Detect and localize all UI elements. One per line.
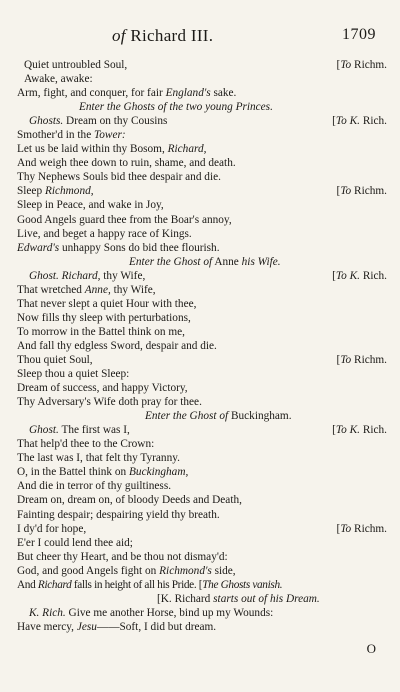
verse-text: thy Wife, xyxy=(110,283,156,296)
text-line xyxy=(17,72,387,86)
verse-text: thy Wife, xyxy=(100,269,146,282)
verse-text: Sleep xyxy=(17,185,45,198)
stage-direction-text: his Wife. xyxy=(241,255,281,268)
verse-text: And weigh thee down to ruin, shame, and death. xyxy=(17,157,236,170)
verse-text: The last was I, that felt thy Tyranny. xyxy=(17,452,180,465)
speaker-name: Ghost. xyxy=(29,424,59,437)
stage-direction: [To K. Rich. xyxy=(332,424,387,437)
verse-text: Sleep in Peace, and wake in Joy, xyxy=(17,199,164,212)
text-line xyxy=(17,479,387,493)
verse-text: To morrow in the Battel think on me, xyxy=(17,325,186,338)
verse-text: That help'd thee to the Crown: xyxy=(17,438,155,451)
verse-text-italic: England's xyxy=(165,87,211,100)
verse-text: And die in terror of thy guiltiness. xyxy=(17,480,172,493)
verse-text-italic: Richard, xyxy=(58,269,101,282)
text-line xyxy=(17,465,387,479)
text-line xyxy=(17,213,387,227)
text-line xyxy=(17,606,387,620)
verse-text: Thy Adversary's Wife doth pray for thee. xyxy=(17,396,202,409)
verse-text: Sleep thou a quiet Sleep: xyxy=(17,368,130,381)
verse-text-italic: Edward's xyxy=(17,241,60,254)
verse-text-italic: Richmond, xyxy=(44,185,94,198)
verse-text: Smother'd in the xyxy=(17,129,95,142)
verse-text: That never slept a quiet Hour with thee, xyxy=(17,297,197,310)
verse-text: And fall thy edgless Sword, despair and die. xyxy=(17,339,217,352)
text-line xyxy=(17,522,387,536)
verse-text: Fainting despair; despairing yield thy breath. xyxy=(17,508,220,521)
verse-text: The first was I, xyxy=(58,424,130,437)
stage-direction: [To Richm. xyxy=(336,185,387,198)
verse-text-italic: Tower: xyxy=(94,129,126,142)
page-number: 1709 xyxy=(342,26,376,43)
verse-text: Let us be laid within thy Bosom, xyxy=(17,143,168,156)
verse-text-italic: Buckingham, xyxy=(129,466,189,479)
verse-text-italic: Jesu xyxy=(76,620,97,633)
stage-direction xyxy=(17,592,387,606)
text-line xyxy=(17,241,387,255)
stage-direction-text: starts out of his Dream. xyxy=(213,592,320,605)
verse-text: God, and good Angels fight on xyxy=(17,564,160,577)
stage-direction-text: Enter the Ghosts of the two young Princes. xyxy=(79,101,273,114)
verse-text: E'er I could lend thee aid; xyxy=(17,536,133,549)
verse-text: Thy Nephews Souls bid thee despair and die. xyxy=(17,171,221,184)
verse-text: unhappy Sons do bid thee flourish. xyxy=(59,241,220,254)
verse-text: That wretched xyxy=(17,283,85,296)
verse-text: falls in height of all his Pride. [ xyxy=(71,578,203,591)
text-line xyxy=(17,86,387,100)
text-line xyxy=(17,395,387,409)
text-line xyxy=(17,550,387,564)
verse-text-italic: Richard xyxy=(37,578,72,591)
text-line xyxy=(17,227,387,241)
verse-text: But cheer thy Heart, and be thou not dismay'd: xyxy=(17,550,228,563)
page-header xyxy=(0,26,400,46)
play-text xyxy=(17,58,387,634)
stage-direction-text: Enter the Ghost of xyxy=(129,255,213,268)
verse-text: O, in the Battel think on xyxy=(17,466,130,479)
verse-text: ——Soft, I did but dream. xyxy=(96,620,217,633)
text-line xyxy=(17,184,387,198)
verse-text: side, xyxy=(211,564,236,577)
stage-direction: [To K. Rich. xyxy=(332,269,387,282)
text-line xyxy=(17,198,387,212)
stage-direction xyxy=(17,100,387,114)
catchword: O xyxy=(366,641,376,656)
verse-text: Give me another Horse, bind up my Wounds: xyxy=(65,606,274,619)
speaker-name: K. Rich. xyxy=(29,606,66,619)
text-line xyxy=(17,381,387,395)
text-line xyxy=(17,536,387,550)
verse-text: Quiet untroubled Soul, xyxy=(24,59,128,71)
text-line xyxy=(17,493,387,507)
text-line xyxy=(17,156,387,170)
verse-text: Dream on thy Cousins xyxy=(63,115,168,128)
text-line xyxy=(17,353,387,367)
verse-text: Good Angels guard thee from the Boar's annoy, xyxy=(17,213,232,226)
text-line xyxy=(17,114,387,128)
text-line xyxy=(17,128,387,142)
stage-direction-text: Enter the Ghost of xyxy=(145,410,229,423)
verse-text: Dream of success, and happy Victory, xyxy=(17,382,188,395)
stage-direction: [To Richm. xyxy=(336,353,387,366)
verse-text: Have mercy, xyxy=(17,620,77,633)
verse-text-italic: Anne, xyxy=(84,283,111,296)
verse-text: Dream on, dream on, of bloody Deeds and Death, xyxy=(17,494,242,507)
text-line xyxy=(17,508,387,522)
speaker-name: Ghosts. xyxy=(29,115,64,128)
verse-text: And xyxy=(17,578,38,591)
verse-text-italic: Richard, xyxy=(167,143,207,156)
text-line xyxy=(17,578,387,592)
stage-direction: [To K. Rich. xyxy=(332,115,387,128)
character-name: Buckingham. xyxy=(228,410,292,423)
text-line xyxy=(17,142,387,156)
text-line xyxy=(17,437,387,451)
verse-text: Awake, awake: xyxy=(24,73,93,86)
stage-direction: [To Richm. xyxy=(336,522,387,535)
text-line xyxy=(17,339,387,353)
speaker-name: Ghost. xyxy=(29,269,59,282)
verse-text: Now fills thy sleep with perturbations, xyxy=(17,311,191,324)
running-title xyxy=(112,26,213,46)
text-line xyxy=(17,269,387,283)
verse-text-italic: Richmond's xyxy=(159,564,212,577)
verse-text: Arm, fight, and conquer, for fair xyxy=(17,87,166,100)
stage-direction xyxy=(17,409,387,423)
running-title-of: of xyxy=(112,26,126,45)
verse-text: Live, and beget a happy race of Kings. xyxy=(17,227,192,240)
text-line xyxy=(17,58,387,72)
text-line xyxy=(17,311,387,325)
verse-text: sake. xyxy=(210,87,237,100)
text-line xyxy=(17,367,387,381)
verse-text: I dy'd for hope, xyxy=(17,522,87,535)
stage-direction-text: [K. Richard xyxy=(157,592,214,605)
text-line xyxy=(17,325,387,339)
text-line xyxy=(17,451,387,465)
running-title-text: Richard III. xyxy=(130,26,214,45)
text-line xyxy=(17,620,387,634)
text-line xyxy=(17,423,387,437)
text-line xyxy=(17,297,387,311)
stage-direction: [To Richm. xyxy=(336,59,387,71)
character-name: Anne xyxy=(212,255,242,268)
stage-direction xyxy=(17,255,387,269)
verse-text: Thou quiet Soul, xyxy=(17,353,93,366)
text-line xyxy=(17,283,387,297)
stage-direction-text: The Ghosts vanish. xyxy=(202,578,283,591)
text-line xyxy=(17,564,387,578)
text-line xyxy=(17,170,387,184)
